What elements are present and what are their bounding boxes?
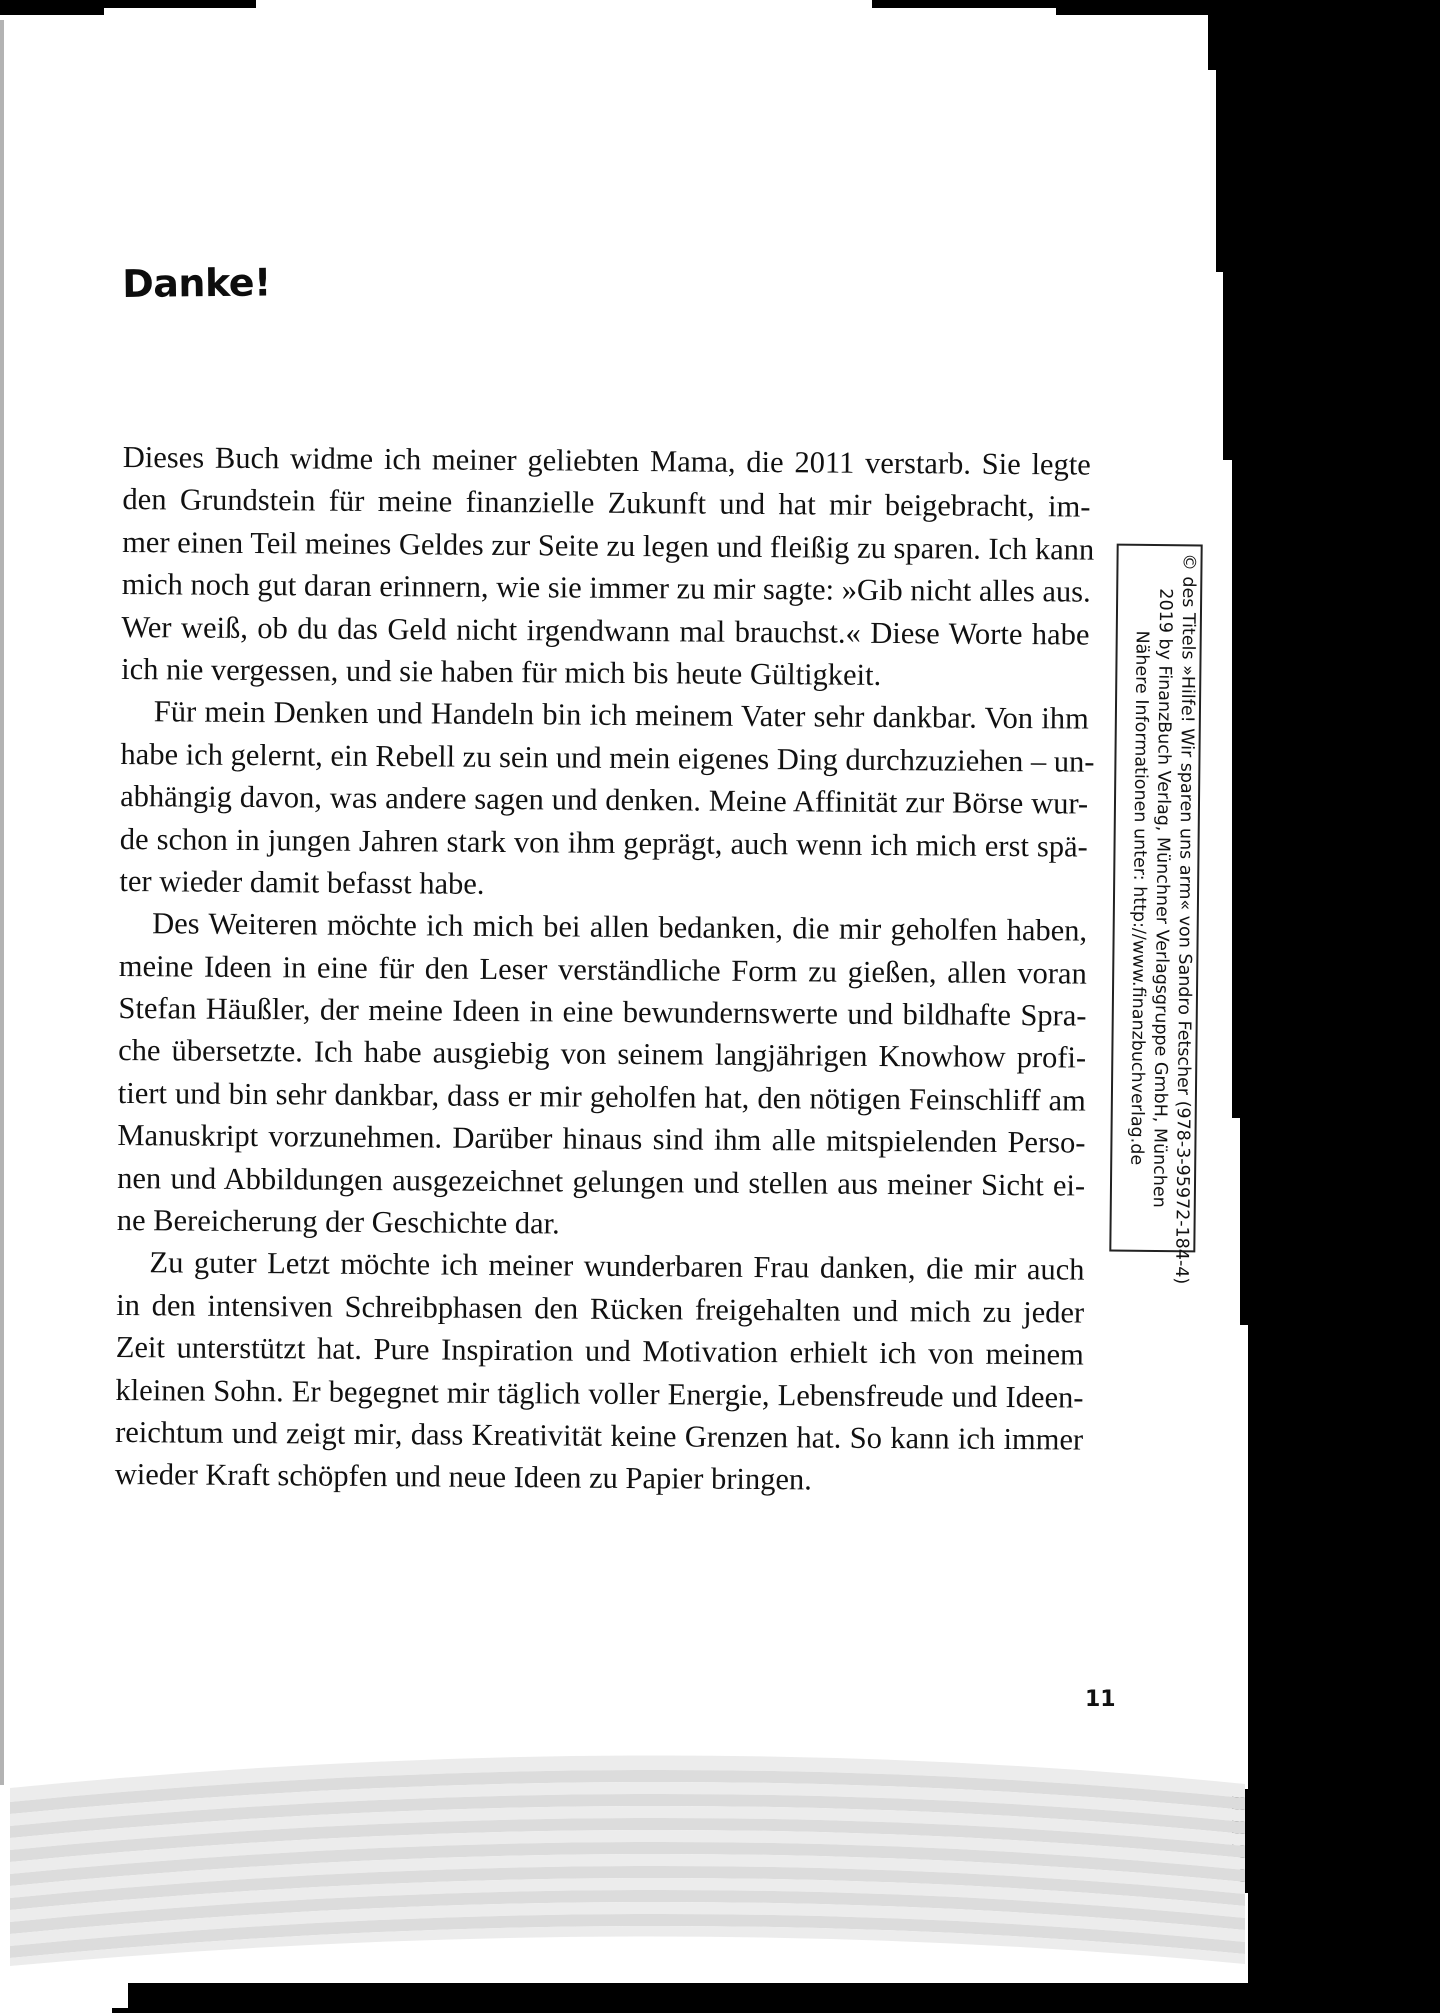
text-line: Stefan Häußler, der meine Ideen in eine bewundernswerte und bildhafte Spra-	[118, 991, 1087, 1033]
page-surface-bottom-left-tip	[0, 2006, 112, 2013]
paragraph	[121, 436, 1095, 698]
copyright-notice-box	[1109, 544, 1202, 1285]
page-curl-stripes	[0, 1740, 1250, 1980]
copyright-line: © des Titels »Hilfe! Wir sparen uns arm« von Sandro Fetscher (978-3-95972-184-4)	[1170, 553, 1199, 1285]
paragraph	[115, 1241, 1085, 1503]
stripe-pattern	[10, 1755, 1245, 1966]
paragraph	[117, 902, 1088, 1249]
page-number: 11	[1085, 1687, 1116, 1712]
text-line: reichtum und zeigt mir, dass Kreativität keine Grenzen hat. So kann ich immer	[115, 1414, 1084, 1457]
text-line: ne Bereicherung der Geschichte dar.	[116, 1203, 560, 1241]
page-surface-top-center	[256, 0, 872, 16]
text-line: mer einen Teil meines Geldes zur Seite zu legen und fleißig zu sparen. Ich kann	[122, 524, 1095, 567]
copyright-line: 2019 by FinanzBuch Verlag, Münchner Verlagsgruppe GmbH, München	[1148, 588, 1176, 1208]
text-line: meine Ideen in eine für den Leser verständliche Form zu gießen, allen voran	[118, 948, 1087, 991]
page-surface-band-2	[0, 70, 1216, 274]
text-line: tiert und bin sehr dankbar, dass er mir geholfen hat, den nötigen Feinschliff am	[117, 1075, 1086, 1118]
text-line: in den intensiven Schreibphasen den Rücken freigehalten und mich zu jeder	[116, 1287, 1085, 1330]
text-line: Wer weiß, ob du das Geld nicht irgendwann mal brauchst.« Diese Worte habe	[121, 609, 1090, 652]
text-line: Zu guter Letzt möchte ich meiner wunderbaren Frau danken, die mir auch	[149, 1245, 1085, 1287]
text-line: den Grundstein für meine finanzielle Zukunft und hat mir beigebracht, im-	[122, 482, 1091, 524]
text-line: wieder Kraft schöpfen und neue Ideen zu Papier bringen.	[114, 1457, 812, 1497]
text-line: kleinen Sohn. Er begegnet mir täglich voller Energie, Lebensfreude und Ideen-	[115, 1372, 1084, 1415]
text-line: nen und Abbildungen ausgezeichnet gelungen und stellen aus meiner Sicht ei-	[117, 1160, 1086, 1203]
copyright-line: Nähere Informationen unter: http://www.finanzbuchverlag.de	[1126, 630, 1152, 1166]
text-line: Dieses Buch widme ich meiner geliebten Mama, die 2011 verstarb. Sie legte	[122, 439, 1091, 482]
text-line: abhängig davon, was andere sagen und denken. Meine Affinität zur Börse wur-	[120, 779, 1089, 821]
text-line: Für mein Denken und Handeln bin ich meinem Vater sehr dankbar. Von ihm	[153, 694, 1089, 736]
text-line: ter wieder damit befasst habe.	[119, 863, 485, 901]
page-surface-bottom-left	[0, 1982, 128, 2008]
text-line: de schon in jungen Jahren stark von ihm geprägt, auch wenn ich mich erst spä-	[119, 821, 1088, 864]
text-line: habe ich gelernt, ein Rebell zu sein und mein eigenes Ding durchzuziehen – un-	[120, 736, 1095, 779]
text-line: ich nie vergessen, und sie haben für mich bis heute Gültigkeit.	[121, 651, 882, 692]
text-line: mich noch gut daran erinnern, wie sie immer zu mir sagte: »Gib nicht alles aus.	[121, 567, 1091, 609]
body-text	[114, 436, 1095, 1503]
text-line: Manuskript vorzunehmen. Darüber hinaus sind ihm alle mitspielenden Perso-	[117, 1118, 1086, 1160]
page-title: Danke!	[122, 260, 272, 306]
text-line: Des Weiteren möchte ich mich bei allen bedanken, die mir geholfen haben,	[152, 906, 1088, 948]
copyright-notice	[1112, 553, 1199, 1285]
page-surface-band-1	[0, 15, 1208, 72]
text-line: Zeit unterstützt hat. Pure Inspiration und Motivation erhielt ich von meinem	[115, 1330, 1084, 1372]
paragraph	[119, 690, 1095, 910]
text-line: che übersetzte. Ich habe ausgiebig von seinem langjährigen Knowhow profi-	[118, 1033, 1087, 1076]
page-left-edge-shadow	[0, 20, 4, 1785]
